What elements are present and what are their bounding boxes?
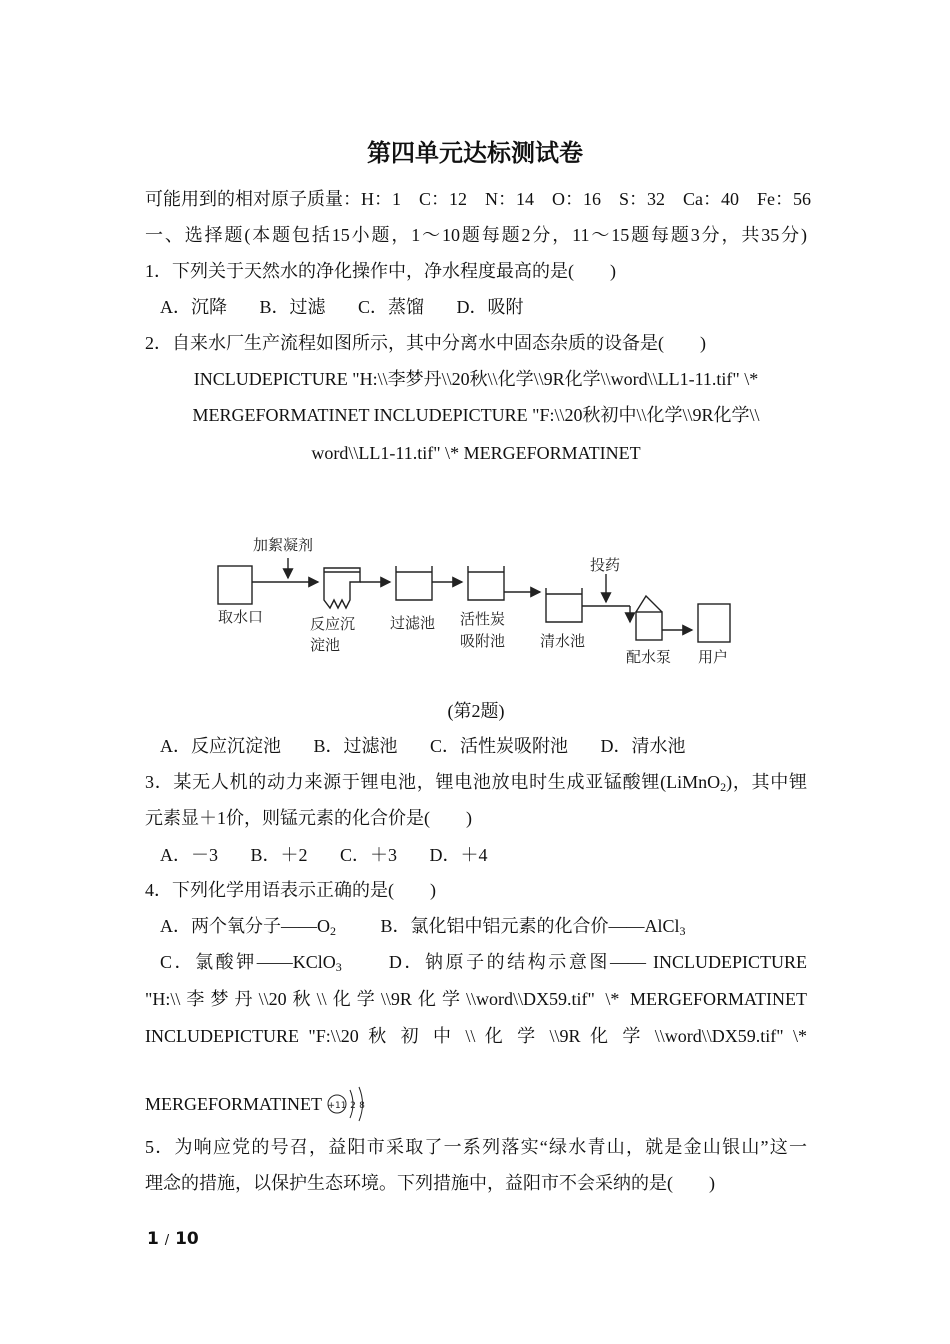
- filter-tank: [396, 566, 432, 600]
- intake-box: [218, 566, 252, 604]
- label-intake: 取水口: [218, 608, 264, 626]
- atom-shell-1: 2: [350, 1101, 357, 1111]
- question-4-stem: 4．下列化学用语表示正确的是( ): [145, 880, 436, 900]
- question-4-options-ab: [160, 913, 807, 939]
- page-number: 1 / 10: [147, 1229, 199, 1249]
- question-2-options: [160, 733, 807, 759]
- field-code-line: INCLUDEPICTURE "H:\\李梦丹\\20秋\\化学\\9R化学\\word\\LL1-11.tif" \*: [193, 369, 759, 389]
- section-heading: 一、选择题(本题包括15小题，1～10题每题2分，11～15题每题3分，共35分): [145, 225, 807, 245]
- q3-option-a: A．－3: [160, 845, 218, 865]
- label-carbon-2: 吸附池: [460, 632, 506, 650]
- user-box: [698, 604, 730, 642]
- atomic-masses: 可能用到的相对原子质量：H：1 C：12 N：14 O：16 S：32 Ca：40 Fe：56: [145, 189, 812, 209]
- question-4-options-cd: [160, 949, 807, 975]
- label-carbon-1: 活性炭: [460, 610, 506, 628]
- q1-option-a: A．沉降: [160, 297, 227, 317]
- q1-option-b: B．过滤: [259, 297, 326, 317]
- field-code-line-atom: MERGEFORMATINET +11 2 8: [145, 1084, 807, 1124]
- q2-option-c: C．活性炭吸附池: [430, 736, 569, 756]
- label-reaction-1: 反应沉: [310, 615, 356, 633]
- page-title: 第四单元达标测试卷: [367, 139, 583, 167]
- question-3-line-1: 3．某无人机的动力来源于锂电池，锂电池放电时生成亚锰酸锂(LiMnO$_2$)，其中锂: [145, 772, 807, 794]
- water-treatment-diagram: [210, 530, 750, 680]
- q1-option-c: C．蒸馏: [358, 297, 425, 317]
- carbon-tank: [468, 566, 504, 600]
- question-3-options: [160, 842, 807, 868]
- field-code-line: "H:\\李梦丹\\20秋\\化学\\9R化学\\word\\DX59.tif" \* MERGEFORMATINET: [145, 989, 807, 1009]
- label-filter: 过滤池: [390, 614, 436, 632]
- figure-caption: (第2题): [447, 701, 505, 721]
- q4-option-a: A．两个氧分子$——O_2$: [160, 916, 336, 938]
- field-code-line: INCLUDEPICTURE "F:\\20 秋 初 中 \\ 化 学 \\9R 化 学 \\word\\DX59.tif" \*: [145, 1026, 807, 1046]
- q3-option-b: B．＋2: [250, 845, 308, 865]
- question-1-stem: 1．下列关于天然水的净化操作中，净水程度最高的是( ): [145, 261, 616, 281]
- label-pump: 配水泵: [626, 648, 672, 666]
- label-dosing: 投药: [590, 556, 621, 574]
- clear-tank: [546, 588, 582, 622]
- question-2-stem: 2．自来水厂生产流程如图所示，其中分离水中固态杂质的设备是( ): [145, 333, 706, 353]
- question-1-options: [160, 294, 807, 320]
- atom-shell-2: 8: [359, 1101, 366, 1111]
- q2-option-a: A．反应沉淀池: [160, 736, 281, 756]
- field-code-line: word\\LL1-11.tif" \* MERGEFORMATINET: [311, 443, 641, 463]
- q4-option-b: B．氯化铝中铝元素的化合价——AlCl$_3$: [380, 916, 686, 938]
- question-5-line-1: 5．为响应党的号召，益阳市采取了一系列落实“绿水青山，就是金山银山”这一: [145, 1137, 807, 1157]
- pump-box: [636, 612, 662, 640]
- q3-option-d: D．＋4: [429, 845, 488, 865]
- q3-option-c: C．＋3: [340, 845, 398, 865]
- reaction-tank: [324, 568, 360, 608]
- label-coagulant: 加絮凝剂: [253, 536, 314, 554]
- label-user: 用户: [698, 648, 729, 666]
- q1-option-d: D．吸附: [456, 297, 524, 317]
- question-5-line-2: 理念的措施，以保护生态环境。下列措施中，益阳市不会采纳的是( ): [145, 1173, 715, 1193]
- q4-option-c: C．氯酸钾——KClO$_3$: [160, 952, 342, 974]
- field-code-line: MERGEFORMATINET INCLUDEPICTURE "F:\\20秋初中\\化学\\9R化学\\: [192, 405, 760, 425]
- q4-option-d: D．钠原子的结构示意图—— INCLUDEPICTURE: [388, 952, 808, 972]
- label-clear: 清水池: [540, 632, 586, 650]
- question-3-line-2: 元素显＋1价，则锰元素的化合价是( ): [145, 808, 472, 828]
- label-reaction-2: 淀池: [310, 636, 341, 654]
- atom-nucleus: +11: [327, 1101, 347, 1111]
- q2-option-b: B．过滤池: [313, 736, 398, 756]
- sodium-atom-diagram: [326, 1084, 372, 1124]
- q2-option-d: D．清水池: [600, 736, 686, 756]
